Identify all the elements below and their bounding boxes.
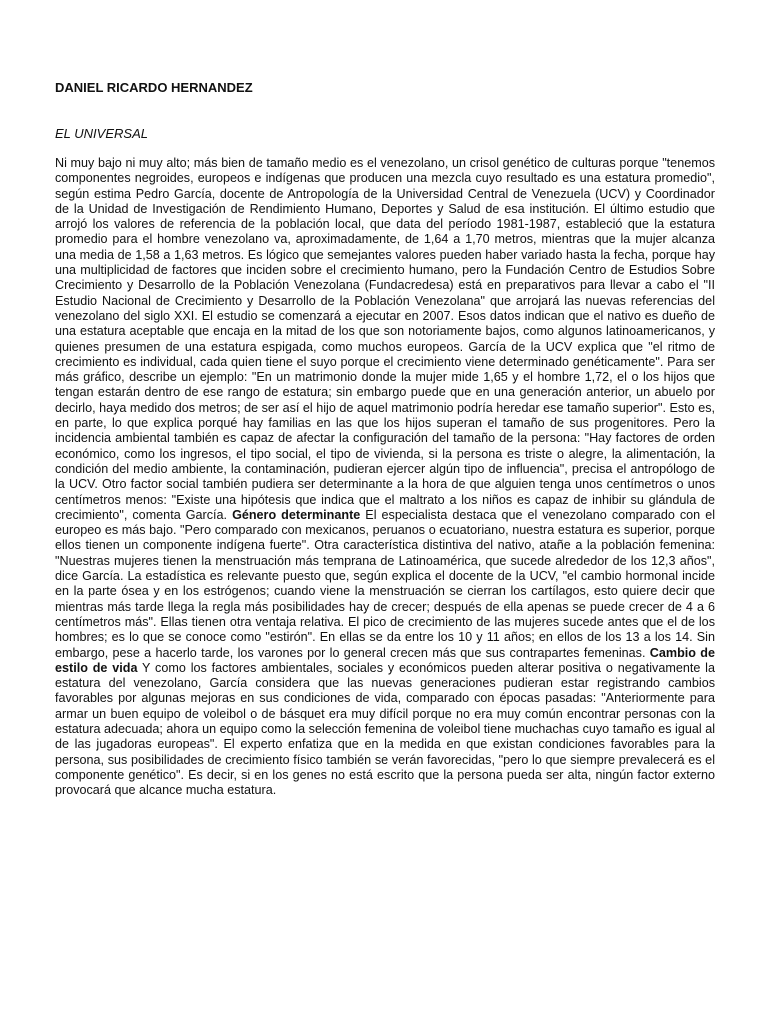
author-name: DANIEL RICARDO HERNANDEZ [55, 80, 253, 95]
article-text-part-3: Y como los factores ambientales, sociales y económicos pueden alterar positiva o negativamente la estatura del venezolano, García considera que las nuevas generaciones pudieran estar registrando cambios favorables por algunas mejoras en sus condiciones de vida, comparado con épocas pasadas: "Anteriormente para armar un buen equipo de voleibol o de básquet era muy difícil porque no era muy común encontrar personas con la estatura adecuada; ahora un equipo como la selección femenina de voleibol tiene muchachas cuyo tamaño es igual al de las jugadoras europeas". El experto enfatiza que en la medida en que existan condiciones favorables para la persona, sus posibilidades de crecimiento físico también se verán favorecidas, "pero lo que siempre prevalecerá es el componente genético". Es decir, si en los genes no está escrito que la persona pueda ser alta, ningún factor externo provocará que alcance mucha estatura. [55, 660, 715, 798]
section-heading-genero: Género determinante [232, 507, 361, 522]
article-text-part-2: El especialista destaca que el venezolano comparado con el europeo es más bajo. "Pero comparado con mexicanos, peruanos o ecuatoriano, nuestra estatura es superior, porque ellos tienen un componente indígena fuerte". Otra característica distintiva del nativo, atañe a la población femenina: "Nuestras mujeres tienen la menstruación más temprana de Latinoamérica, que sucede alrededor de los 12,3 años", dice García. La estadística es relevante puesto que, según explica el docente de la UCV, "el cambio hormonal incide en la parte ósea y en los estrógenos; cuando viene la menstruación se cierran los cartílagos, esto quiere decir que mientras más tarde llega la regla más posibilidades hay de crecer; después de ella apenas se puede crecer de 4 a 6 centímetros más". Ellas tienen otra ventaja relativa. El pico de crecimiento de las mujeres sucede antes que el de los hombres; es lo que se conoce como "estirón". En ellas se da entre los 10 y 11 años; en ellos de los 13 a los 14. Sin embargo, pese a hacerlo tarde, los varones por lo general crecen más que sus contrapartes femeninas. [55, 507, 716, 660]
source-publication: EL UNIVERSAL [55, 126, 148, 141]
document-page [55, 80, 715, 798]
article-text-part-1: Ni muy bajo ni muy alto; más bien de tamaño medio es el venezolano, un crisol genético de culturas porque "tenemos componentes negroides, europeos e indígenas que producen una mezcla cuyo resultado es una estatura promedio", según estima Pedro García, docente de Antropología de la Universidad Central de Venezuela (UCV) y Coordinador de la Unidad de Investigación de Rendimiento Humano, Deportes y Salud de esa institución. El último estudio que arrojó los valores de referencia de la población local, que data del período 1981-1987, estableció que la estatura promedio para el hombre venezolano va, aproximadamente, de 1,64 a 1,70 metros, mientras que la mujer alcanza una media de 1,58 a 1,63 metros. Es lógico que semejantes valores pueden haber variado hasta la fecha, porque hay una multiplicidad de factores que inciden sobre el crecimiento humano, pero la Fundación Centro de Estudios Sobre Crecimiento y Desarrollo de la Población Venezolana (Fundacredesa) está en preparativos para llevar a cabo el "II Estudio Nacional de Crecimiento y Desarrollo de la Población Venezolana" que arrojará las nuevas referencias del venezolano del siglo XXI. El estudio se comenzará a ejecutar en 2007. Esos datos indican que el nativo es dueño de una estatura aceptable que encaja en la mitad de los que son notoriamente bajos, como algunos latinoamericanos, y quienes presumen de una estatura espigada, como muchos europeos. García de la UCV explica que "el ritmo de crecimiento es individual, cada quien tiene el suyo porque el crecimiento viene determinado genéticamente". Para ser más gráfico, describe un ejemplo: "En un matrimonio donde la mujer mide 1,65 y el hombre 1,72, el o los hijos que tengan estarán dentro de ese rango de estatura; sin embargo puede que en una generación anterior, un abuelo por decirlo, haya medido dos metros; de ser así el hijo de aquel matrimonio podría heredar ese tamaño superior". Esto es, en parte, lo que explica porqué hay familias en las que los hijos superan el tamaño de sus progenitores. Pero la incidencia ambiental también es capaz de afectar la configuración del tamaño de la persona: "Hay factores de orden económico, como los ingresos, el tipo social, el tipo de vivienda, si la persona es triste o alegre, la alimentación, la condición del medio ambiente, la contaminación, pudieran ejercer algún tipo de influencia", precisa el antropólogo de la UCV. Otro factor social también pudiera ser determinante a la hora de que alguien tenga unos centímetros o unos centímetros menos: "Existe una hipótesis que indica que el maltrato a los niños es capaz de inhibir su glándula de crecimiento", comenta García. [55, 156, 715, 522]
section-heading-cambio: Cambio de estilo de vida [55, 645, 715, 675]
article-body [55, 156, 715, 798]
